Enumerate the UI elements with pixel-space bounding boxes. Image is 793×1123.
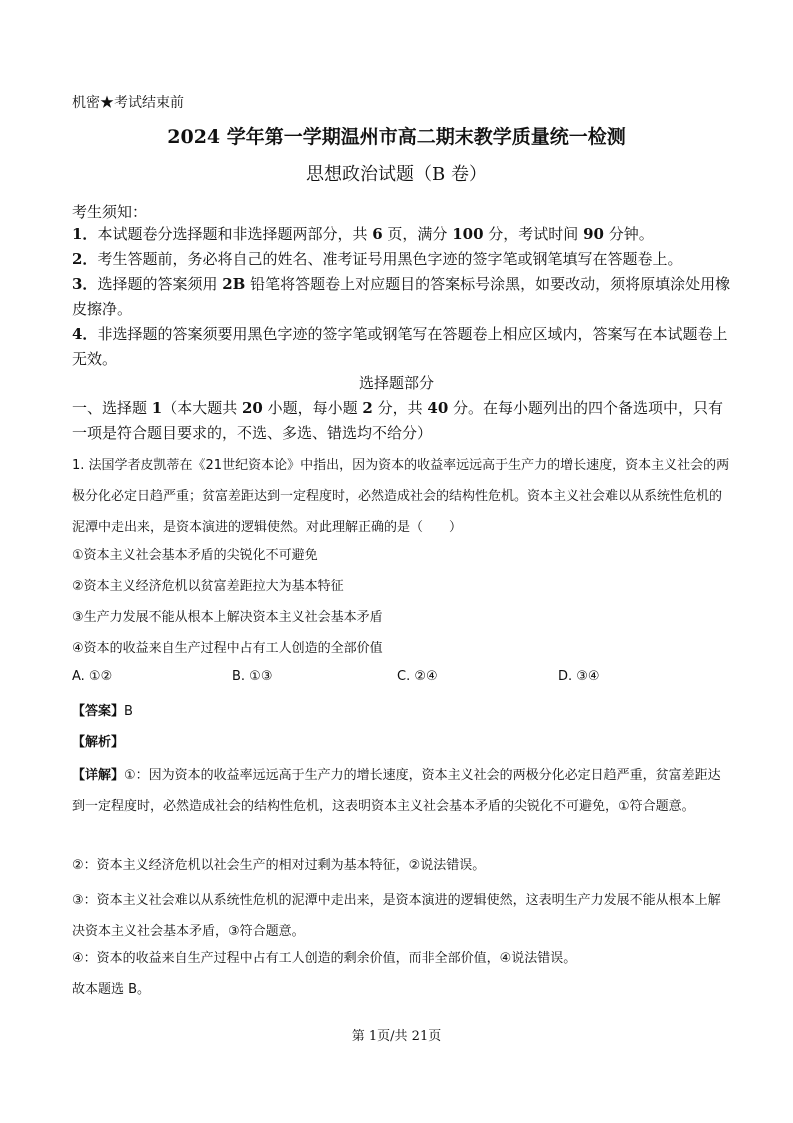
detail-paragraph-1: [72, 760, 732, 822]
confidential-label: 机密★考试结束前: [72, 95, 184, 111]
statement-1: ①资本主义社会基本矛盾的尖锐化不可避免: [72, 548, 318, 563]
notice-text: 铅笔将答题卷上对应题目的答案标号涂黑，如要改动，须将原填涂处用橡皮擦净。: [72, 275, 731, 318]
notice-text: 分钟。: [603, 225, 654, 243]
analysis-line: [72, 731, 124, 750]
page-number: 第 1页/共 21页: [351, 1029, 442, 1044]
answer-line: [72, 700, 133, 719]
notice-text: 页，满分: [382, 225, 453, 243]
part-text: （本大题共: [162, 399, 242, 417]
question-count: 20: [242, 399, 263, 417]
full-score: 100: [452, 225, 484, 243]
part-text: 一、选择题: [72, 399, 152, 417]
part-text: 分，共: [372, 399, 428, 417]
answer-choices: [0, 669, 793, 689]
part-instructions: [72, 396, 732, 446]
notice-item-4: [72, 322, 732, 372]
statement-4: ④资本的收益来自生产过程中占有工人创造的全部价值: [72, 641, 383, 656]
conclusion-line: 故本题选 B。: [72, 982, 151, 997]
page-count: 6: [372, 225, 383, 243]
notice-text: 选择题的答案须用: [97, 275, 223, 293]
detail-tag: 【详解】: [72, 768, 125, 783]
part-text: 分。在每小题列出的四个备选项中，只有一项是符合题目要求的，不选、多选、错选均不给分）: [72, 399, 724, 442]
notice-text: 本试题卷分选择题和非选择题两部分，共: [97, 225, 373, 243]
detail-paragraph-4: ④：资本的收益来自生产过程中占有工人创造的剩余价值，而非全部价值，④说法错误。: [72, 951, 577, 966]
answer-value: B: [124, 704, 133, 719]
exam-minutes: 90: [583, 225, 604, 243]
part-number: 1: [151, 399, 163, 417]
pencil-type: 2B: [222, 275, 246, 293]
points-total: 40: [427, 399, 449, 417]
choice-c: C. ②④: [397, 669, 438, 684]
exam-subtitle: 思想政治试题（B 卷）: [306, 164, 487, 185]
notice-heading: 考生须知：: [72, 203, 148, 221]
notice-text: 考生答题前，务必将自己的姓名、准考证号用黑色字迹的签字笔或钢笔填写在答题卷上。: [97, 250, 683, 268]
analysis-tag: 【解析】: [72, 735, 125, 750]
question-stem: 1. 法国学者皮凯蒂在《21世纪资本论》中指出，因为资本的收益率远远高于生产力的增长速度，资本主义社会的两极分化必定日趋严重；贫富差距达到一定程度时，必然造成社会的结构性危机。资本主义社会难以从系统性危机的泥潭中走出来，是资本演进的逻辑使然。对此理解正确的是（ ）: [72, 458, 730, 535]
detail-paragraph-2: ②：资本主义经济危机以社会生产的相对过剩为基本特征，②说法错误。: [72, 858, 486, 873]
choice-a: A. ①②: [72, 669, 113, 684]
detail-paragraph-3: ③：资本主义社会难以从系统性危机的泥潭中走出来，是资本演进的逻辑使然，这表明生产力发展不能从根本上解决资本主义社会基本矛盾，③符合题意。: [72, 893, 721, 939]
notice-num: 1．: [72, 225, 98, 243]
statement-2: ②资本主义经济危机以贫富差距拉大为基本特征: [72, 579, 344, 594]
statement-3: ③生产力发展不能从根本上解决资本主义社会基本矛盾: [72, 610, 383, 625]
choice-d: D. ③④: [558, 669, 600, 684]
notice-item-2: [72, 247, 732, 272]
section-title: 选择题部分: [358, 374, 434, 392]
notice-text: 分，考试时间: [483, 225, 584, 243]
notice-text: 非选择题的答案须要用黑色字迹的签字笔或钢笔写在答题卷上相应区域内，答案写在本试题卷上无效。: [72, 325, 728, 368]
part-text: 小题，每小题: [262, 399, 363, 417]
exam-title: 2024 学年第一学期温州市高二期末教学质量统一检测: [167, 126, 626, 148]
answer-tag: 【答案】: [72, 704, 125, 719]
notice-num: 2．: [72, 250, 98, 268]
points-each: 2: [362, 399, 373, 417]
notice-num: 4．: [72, 325, 98, 343]
notice-item-3: [72, 272, 732, 322]
choice-b: B. ①③: [232, 669, 273, 684]
notice-num: 3．: [72, 275, 98, 293]
detail-text: ①：因为资本的收益率远远高于生产力的增长速度，资本主义社会的两极分化必定日趋严重，贫富差距达到一定程度时，必然造成社会的结构性危机，这表明资本主义社会基本矛盾的尖锐化不可避免，①符合题意。: [72, 768, 721, 814]
notice-item-1: [72, 222, 732, 247]
